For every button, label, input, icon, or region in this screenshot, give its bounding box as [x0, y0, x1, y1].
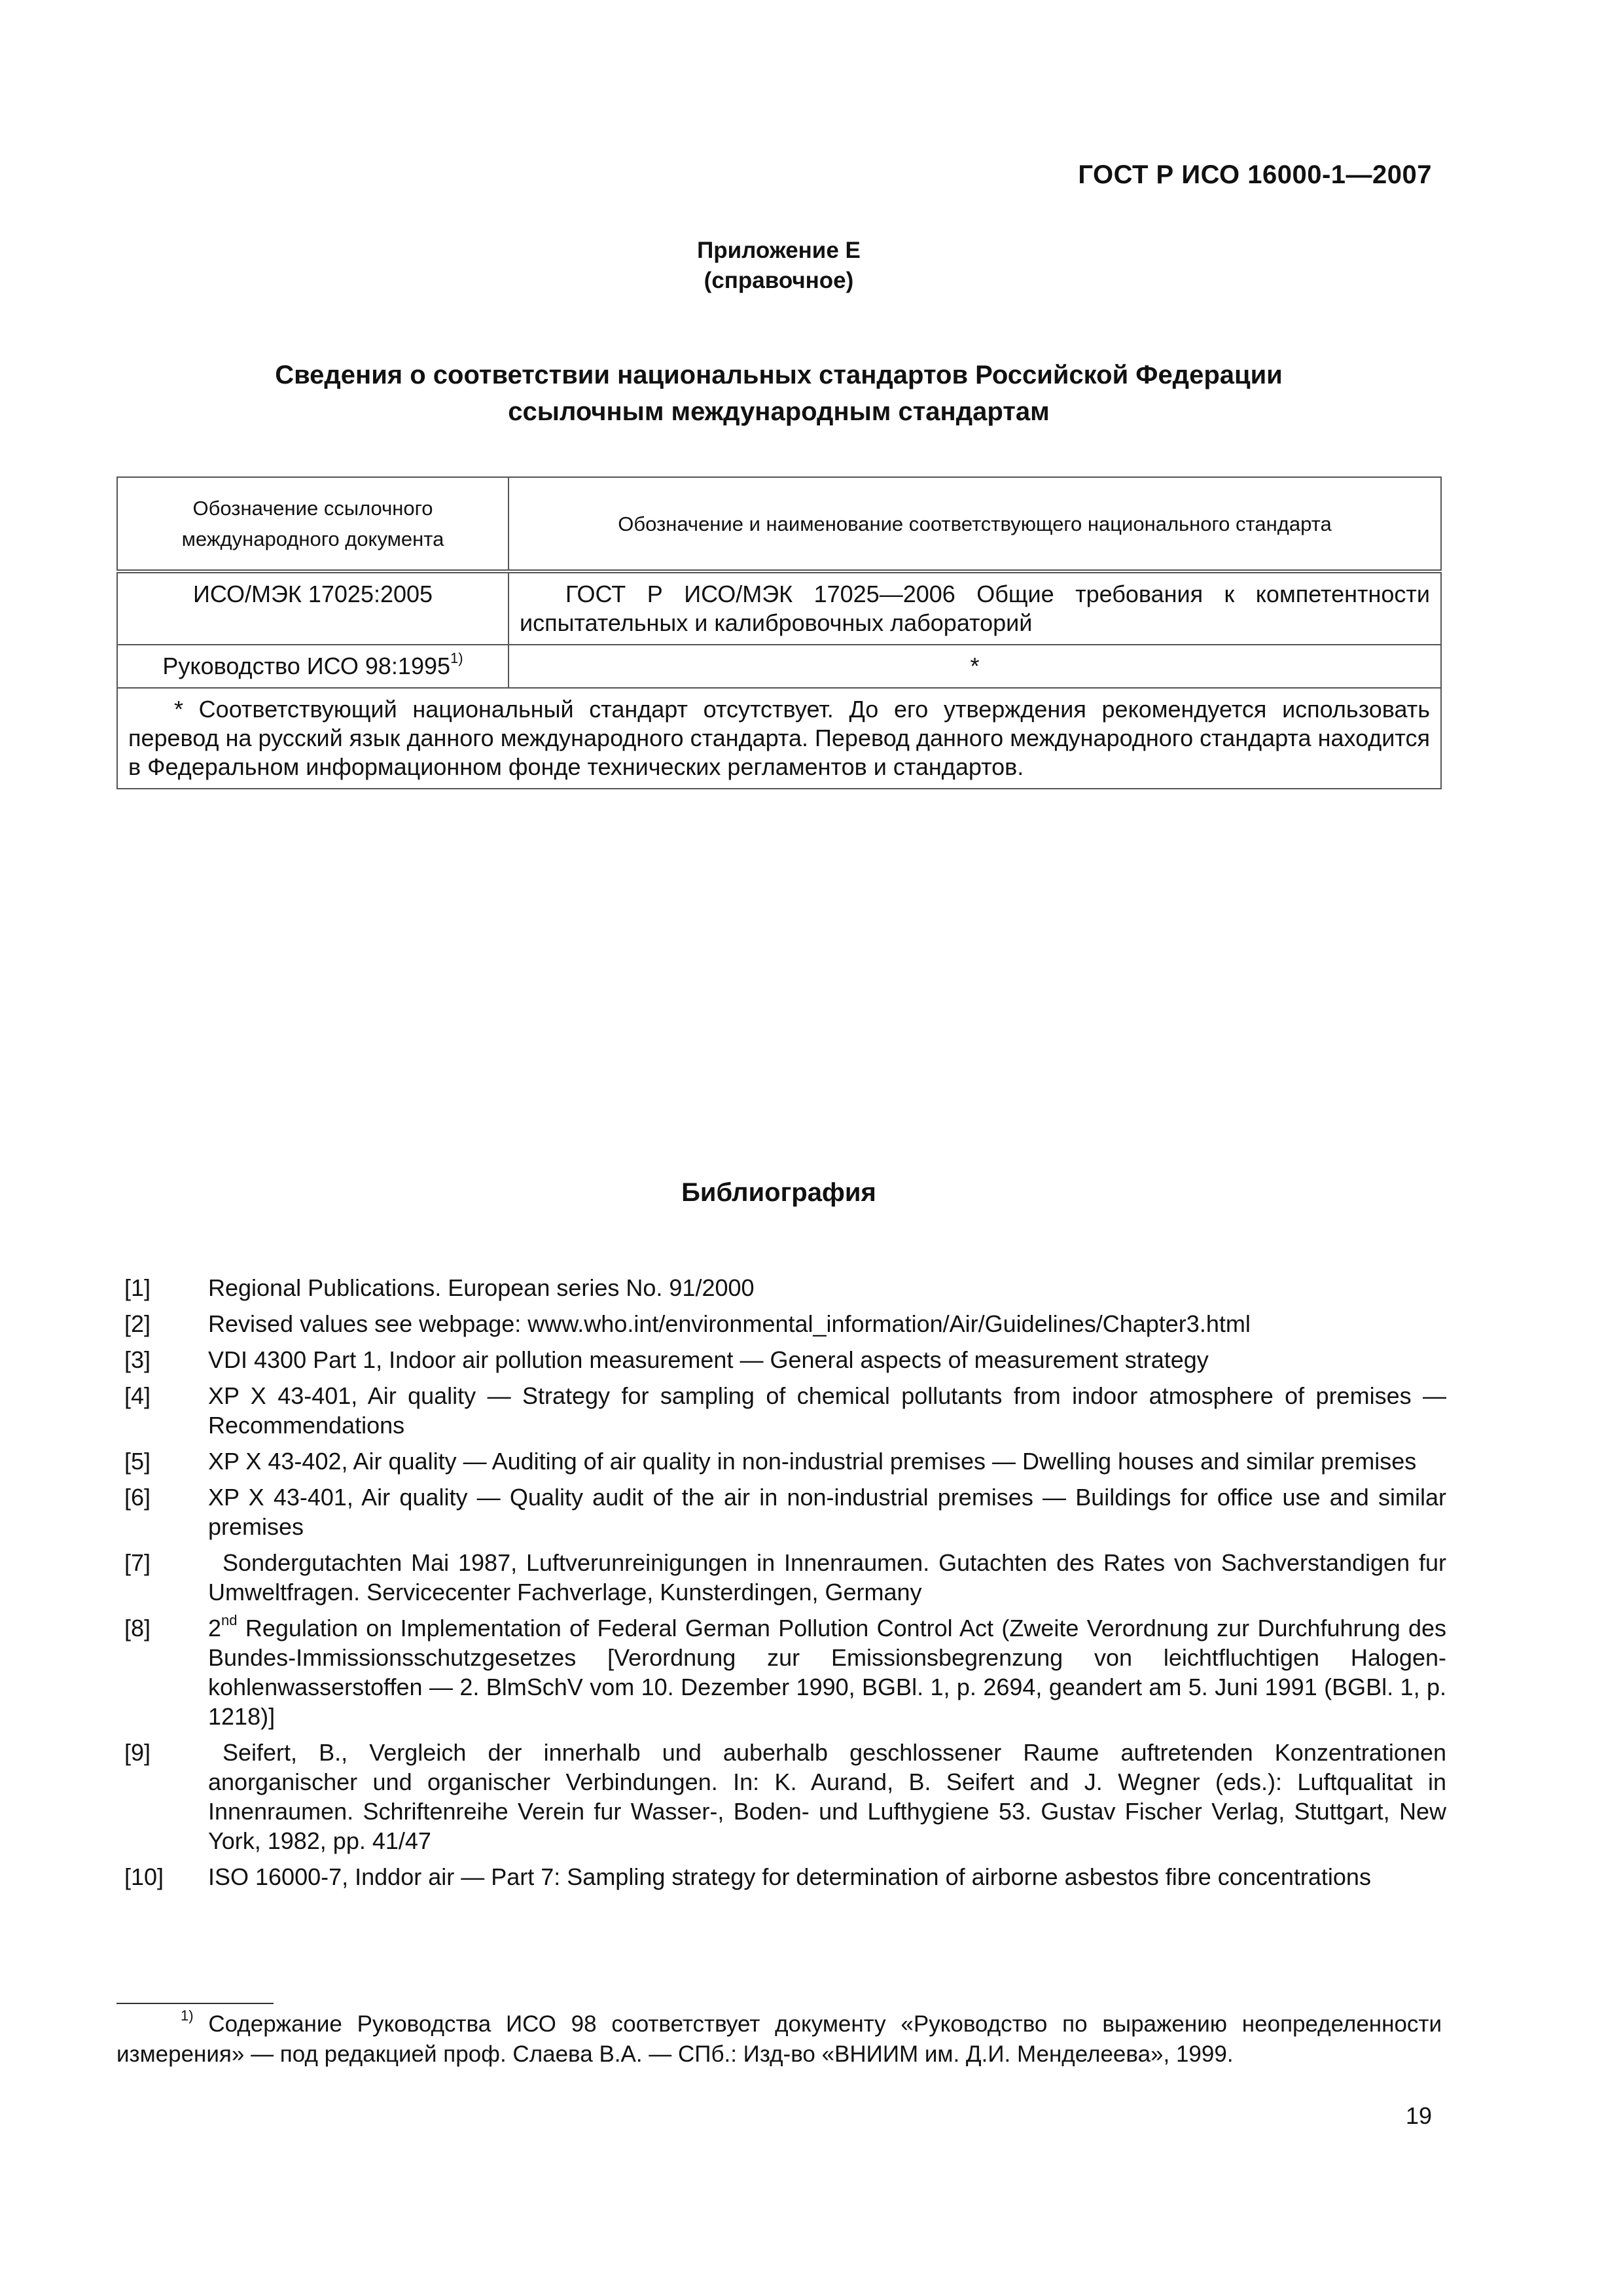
bibliography-number: [1]	[124, 1274, 151, 1301]
standards-correspondence-table	[116, 476, 1442, 789]
annex-heading	[0, 236, 1558, 296]
bibliography-number: [10]	[124, 1863, 164, 1890]
bibliography-text: Regional Publications. European series No. 91/2000	[208, 1274, 755, 1301]
bibliography-number: [3]	[124, 1346, 151, 1373]
bibliography-number: [4]	[124, 1382, 151, 1409]
annex-title-line-1: Сведения о соответствии национальных стандартов Российской Федерации	[275, 361, 1283, 389]
bibliography-item	[124, 1613, 1446, 1731]
header-national-standard: Обозначение и наименование соответствующего национального стандарта	[508, 477, 1441, 571]
bibliography-text: XP X 43-401, Air quality — Strategy for sampling of chemical pollutants from indoor atmosphere of premises — Recommendations	[208, 1382, 1446, 1439]
bibliography-list	[124, 1273, 1446, 1898]
bibliography-text: Revised values see webpage: www.who.int/environmental_information/Air/Guidelines/Chapter3.html	[208, 1310, 1251, 1337]
table-note: * Соответствующий национальный стандарт отсутствует. До его утверждения рекомендуется использовать перевод на русский язык данного международного стандарта. Перевод данного международного стандарта находится в Федеральном информационном фонде технических регламентов и стандартов.	[117, 688, 1441, 789]
footnote: $^{1)}$ Содержание Руководства ИСО 98 соответствует документу «Руководство по выражению неопределенности измерения» — под редакцией проф. Слаева В.А. — СПб.: Изд-во «ВНИИМ им. Д.И. Менделеева», 1999.	[116, 2007, 1442, 2067]
bibliography-item	[124, 1548, 1446, 1607]
page-number: 19	[1405, 2102, 1432, 2129]
footnote-separator	[116, 2003, 274, 2004]
bibliography-number: [6]	[124, 1484, 151, 1511]
annex-title	[118, 357, 1440, 430]
bibliography-number: [9]	[124, 1739, 151, 1766]
international-doc-cell: ИСО/МЭК 17025:2005	[117, 571, 508, 645]
international-doc-cell: Руководство ИСО 98:1995$^{1)}$	[117, 645, 508, 688]
annex-label: Приложение Е	[697, 238, 861, 263]
bibliography-title: Библиография	[681, 1178, 876, 1207]
standard-code: ГОСТ Р ИСО 16000-1—2007	[1078, 160, 1432, 189]
bibliography-item	[124, 1862, 1446, 1892]
table-row	[117, 571, 1441, 645]
bibliography-number: [5]	[124, 1448, 151, 1475]
annex-title-line-2: ссылочным международным стандартам	[508, 397, 1050, 426]
bibliography-item	[124, 1309, 1446, 1338]
bibliography-text: XP X 43-402, Air quality — Auditing of air quality in non-industrial premises — Dwelling houses and similar premises	[208, 1448, 1417, 1475]
bibliography-item	[124, 1446, 1446, 1476]
national-standard-cell: *	[508, 645, 1441, 688]
bibliography-text: ISO 16000-7, Inddor air — Part 7: Sampling strategy for determination of airborne asbestos fibre concentrations	[208, 1863, 1371, 1890]
bibliography-text: Seifert, B., Vergleich der innerhalb und auberhalb geschlossener Raume auftretenden Konzentrationen anorganischer und organischer Verbindungen. In: K. Aurand, B. Seifert and J. Wegner (eds.): Luftqualitat in Innenraumen. Schriftenreihe Verein fur Wasser-, Boden- und Lufthygiene 53. Gustav Fischer Verlag, Stuttgart, New York, 1982, pp. 41/47	[208, 1739, 1446, 1854]
table-header-row	[117, 477, 1441, 571]
table-row	[117, 645, 1441, 688]
bibliography-number: [2]	[124, 1310, 151, 1337]
bibliography-item	[124, 1273, 1446, 1302]
table-note-row	[117, 688, 1441, 789]
bibliography-item	[124, 1345, 1446, 1374]
annex-kind: (справочное)	[704, 268, 854, 293]
national-standard-cell: ГОСТ Р ИСО/МЭК 17025—2006 Общие требования к компетентности испытательных и калибровочных лабораторий	[508, 571, 1441, 645]
bibliography-text: VDI 4300 Part 1, Indoor air pollution measurement — General aspects of measurement strategy	[208, 1346, 1209, 1373]
bibliography-item	[124, 1482, 1446, 1541]
bibliography-number: [8]	[124, 1615, 151, 1641]
footnote-ref: 1)	[450, 650, 463, 666]
header-international-doc: Обозначение ссылочного международного документа	[117, 477, 508, 571]
footnote-marker: 1)	[181, 2007, 194, 2024]
bibliography-item	[124, 1381, 1446, 1440]
bibliography-text: Sondergutachten Mai 1987, Luftverunreinigungen in Innenraumen. Gutachten des Rates von Sachverstandigen fur Umweltfragen. Servicecenter Fachverlage, Kunsterdingen, Germany	[208, 1549, 1446, 1605]
bibliography-text: XP X 43-401, Air quality — Quality audit of the air in non-industrial premises — Buildings for office use and similar premises	[208, 1484, 1446, 1540]
bibliography-number: [7]	[124, 1549, 151, 1576]
bibliography-text: 2nd Regulation on Implementation of Federal German Pollution Control Act (Zweite Verordnung zur Durchfuhrung des Bundes-Immissionsschutzgesetzes [Verordnung zur Emissionsbegrenzung von leichtfluchtigen Halogen-kohlenwasserstoffen — 2. BlmSchV vom 10. Dezember 1990, BGBl. 1, p. 2694, geandert am 5. Juni 1991 (BGBl. 1, p. 1218)]	[208, 1612, 1446, 1730]
bibliography-item	[124, 1738, 1446, 1856]
